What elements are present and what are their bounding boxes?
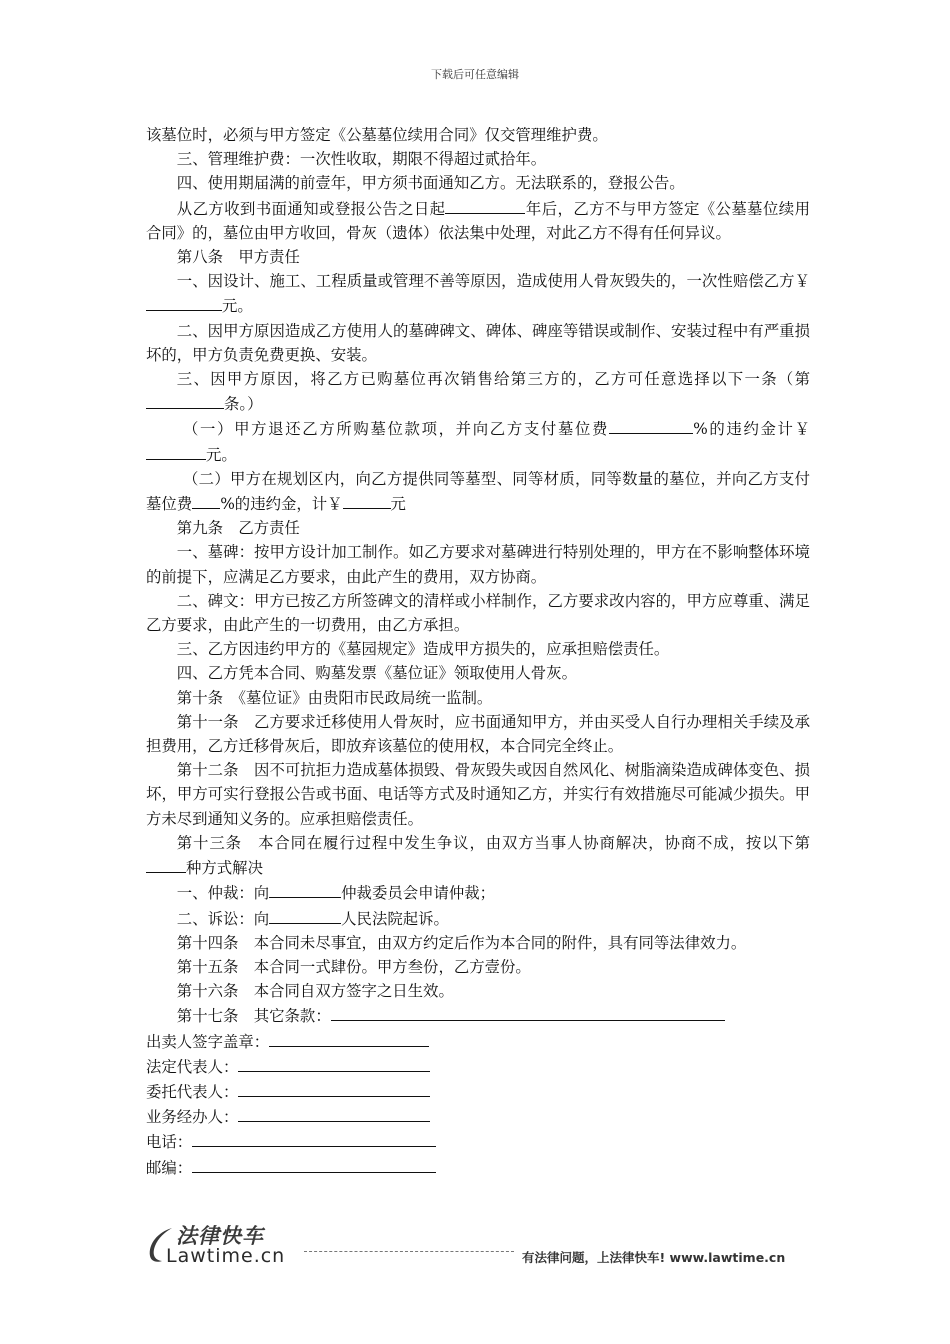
signature-blank [238,1104,430,1122]
blank-field [445,196,525,214]
text: 元 [390,495,406,514]
text: 人民法院起诉。 [341,909,449,928]
signature-label: 业务经办人： [146,1108,239,1127]
logo-text-cn: 法律快车 [176,1224,264,1248]
signature-line [146,1079,810,1104]
text: 第十三条 本合同在履行过程中发生争议，由双方当事人协商解决，协商不成，按以下第 [176,833,810,852]
article: 第十条 《墓位证》由贵阳市民政局统一监制。 [176,688,493,707]
signature-label: 出卖人签字盖章： [146,1032,270,1051]
paragraph [146,367,810,416]
text: （一）甲方退还乙方所购墓位款项，并向乙方支付墓位费 [182,420,610,439]
blank-field [146,442,206,460]
paragraph [146,196,810,245]
blank-field [269,880,341,898]
signature-line [146,1029,810,1054]
article: 第十一条 乙方要求迁移使用人骨灰时，应书面通知甲方，并由买受人自行办理相关手续及承担费用，乙方迁移骨灰后，即放弃该墓位的使用权，本合同完全终止。 [146,712,810,756]
paragraph: 该墓位时，必须与甲方签定《公墓墓位续用合同》仅交管理维护费。 [146,126,608,144]
blank-field [146,293,222,311]
text: 条。） [224,395,263,414]
signature-label: 法定代表人： [146,1057,239,1076]
paragraph [146,416,810,466]
blank-field [192,491,220,509]
signature-label: 委托代表人： [146,1082,239,1101]
signature-line [146,1129,810,1154]
text: 三、因甲方原因，将乙方已购墓位再次销售给第三方的，乙方可任意选择以下一条（第 [176,370,810,389]
paragraph: 二、碑文：甲方已按乙方所签碑文的清样或小样制作，乙方要求改内容的，甲方应尊重、满足乙方要求，由此产生的一切费用，由乙方承担。 [146,591,810,635]
footer [146,1220,810,1270]
paragraph: 三、管理维护费：一次性收取，期限不得超过贰拾年。 [176,150,547,169]
article-heading: 第九条 乙方责任 [176,519,300,538]
article: 第十二条 因不可抗拒力造成墓体损毁、骨灰毁失或因自然风化、树脂滴染造成碑体变色、损坏，甲方可实行登报公告或书面、电话等方式及时通知乙方，并实行有效措施尽可能减少损失。甲方未尽到通知义务的。应承担赔偿责任。 [146,761,810,828]
signature-blank [238,1054,430,1072]
blank-field [269,906,341,924]
text: 一、因设计、施工、工程质量或管理不善等原因，造成使用人骨灰毁失的，一次性赔偿乙方￥ [176,272,810,291]
text: %的违约金，计￥ [220,495,343,514]
signature-blank [269,1029,429,1047]
text: 种方式解决 [186,859,263,878]
signature-blank [238,1079,430,1097]
paragraph [146,880,810,905]
text: （二）甲方在规划区内，向乙方提供同等墓型、同等材质，同等数量的墓位，并向乙方支付墓位费 [146,469,810,514]
blank-field [343,491,391,509]
article-heading: 第八条 甲方责任 [176,248,300,267]
paragraph: 三、乙方因违约甲方的《墓园规定》造成甲方损失的，应承担赔偿责任。 [176,640,670,659]
signature-label: 邮编： [146,1158,193,1177]
paragraph: 四、使用期届满的前壹年，甲方须书面通知乙方。无法联系的，登报公告。 [176,174,685,193]
article: 第十五条 本合同一式肆份。甲方叁份，乙方壹份。 [176,957,531,976]
text: 从乙方收到书面通知或登报公告之日起 [176,199,446,218]
paragraph [146,467,810,516]
signature-blank [192,1129,436,1147]
text: 一、仲裁：向 [176,884,270,903]
signature-blank [192,1155,436,1173]
blank-field [331,1003,725,1021]
blank-field [146,391,224,409]
article [146,831,810,880]
lawtime-logo [146,1220,306,1270]
article: 第十六条 本合同自双方签字之日生效。 [176,982,454,1001]
blank-field [609,416,693,434]
text: 二、诉讼：向 [176,909,270,928]
text: %的违约金计￥ [693,420,810,439]
signature-line [146,1104,810,1129]
blank-field [146,855,186,873]
text: 年后，乙方不与甲方签定《公墓墓位续用合同》的，墓位由甲方收回，骨灰（遗体）依法集中处理，对此乙方不得有任何异议。 [146,199,810,242]
footer-divider [304,1251,514,1252]
logo-text-en: Lawtime.cn [166,1245,286,1267]
paragraph [146,906,810,931]
text: 仲裁委员会申请仲裁； [341,884,496,903]
paragraph: 一、墓碑：按甲方设计加工制作。如乙方要求对墓碑进行特别处理的，甲方在不影响整体环境的前提下，应满足乙方要求，由此产生的费用，双方协商。 [146,543,810,586]
signature-line [146,1054,810,1079]
text: 第十七条 其它条款： [176,1007,331,1026]
text: 元。 [222,297,253,316]
paragraph: 二、因甲方原因造成乙方使用人的墓碑碑文、碑体、碑座等错误或制作、安装过程中有严重损坏的，甲方负责免费更换、安装。 [146,321,810,364]
article: 第十四条 本合同未尽事宜，由双方约定后作为本合同的附件，具有同等法律效力。 [176,933,747,952]
signature-label: 电话： [146,1133,193,1152]
article [146,1003,810,1028]
paragraph [146,269,810,318]
text: 元。 [206,445,237,464]
footer-slogan: 有法律问题，上法律快车! www.lawtime.cn [522,1250,786,1265]
signature-line [146,1155,810,1180]
header-note: 下载后可任意编辑 [431,68,519,81]
paragraph: 四、乙方凭本合同、购墓发票《墓位证》领取使用人骨灰。 [176,664,577,683]
contract-body [146,123,810,1180]
